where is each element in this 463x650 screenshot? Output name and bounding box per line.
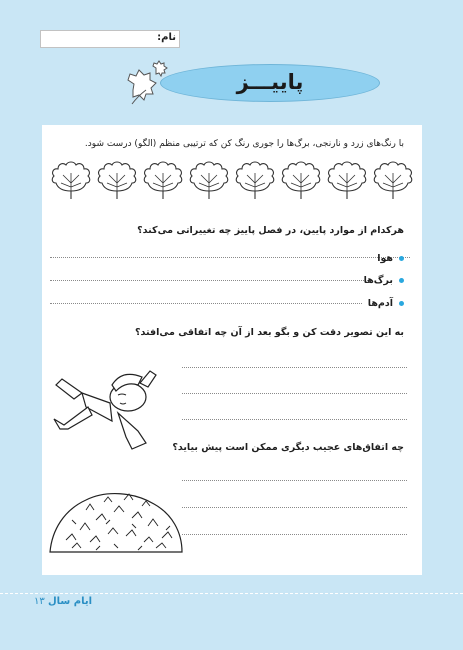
leaf-icon[interactable] — [236, 162, 273, 199]
answer-line[interactable] — [182, 480, 407, 481]
leaf-icon[interactable] — [282, 162, 319, 199]
answer-line[interactable] — [182, 419, 407, 420]
list-item: آدم‌ها — [368, 298, 404, 309]
page-title: پاییـــز — [236, 70, 304, 94]
top-banner — [0, 0, 463, 125]
list-item: هوا — [377, 253, 404, 264]
question-picture: به این تصویر دقت کن و بگو بعد از آن چه اتفاقی می‌افتد؟ — [135, 327, 404, 338]
name-field[interactable] — [40, 30, 180, 48]
answer-line[interactable] — [182, 367, 407, 368]
bullet-icon — [399, 256, 404, 261]
leaf-icon[interactable] — [144, 162, 181, 199]
answer-line[interactable] — [182, 507, 407, 508]
title-banner — [160, 64, 380, 102]
answer-line[interactable] — [50, 280, 370, 281]
leaf-row — [50, 161, 414, 203]
question-changes: هرکدام از موارد پایین، در فصل پاییز چه تغییراتی می‌کند؟ — [137, 225, 404, 236]
answer-line[interactable] — [182, 393, 407, 394]
instruction-text: با رنگ‌های زرد و نارنجی، برگ‌ها را جوری رنگ کن که ترتیبی منظم (الگو) درست شود. — [84, 139, 404, 149]
bullet-icon — [399, 278, 404, 283]
leaf-icon[interactable] — [98, 162, 135, 199]
page-number: ۱۳ — [34, 596, 45, 607]
list-item: برگ‌ها — [364, 275, 404, 286]
answer-line[interactable] — [50, 303, 362, 304]
bullet-icon — [399, 301, 404, 306]
worksheet-page — [42, 125, 422, 575]
name-label: نام: — [157, 32, 176, 43]
answer-line[interactable] — [182, 534, 407, 535]
side-margin — [0, 125, 42, 585]
leaf-icon[interactable] — [190, 162, 227, 199]
leaf-icon[interactable] — [374, 162, 411, 199]
leaf-pile-illustration — [46, 480, 186, 560]
question-strange: چه اتفاق‌های عجیب دیگری ممکن است پیش بیاید؟ — [172, 442, 404, 453]
answer-line[interactable] — [50, 257, 410, 258]
falling-child-illustration — [48, 365, 158, 455]
footer-divider — [0, 593, 463, 594]
book-title: ایام سال — [48, 596, 93, 607]
leaf-icon[interactable] — [328, 162, 365, 199]
leaf-icon[interactable] — [52, 162, 89, 199]
